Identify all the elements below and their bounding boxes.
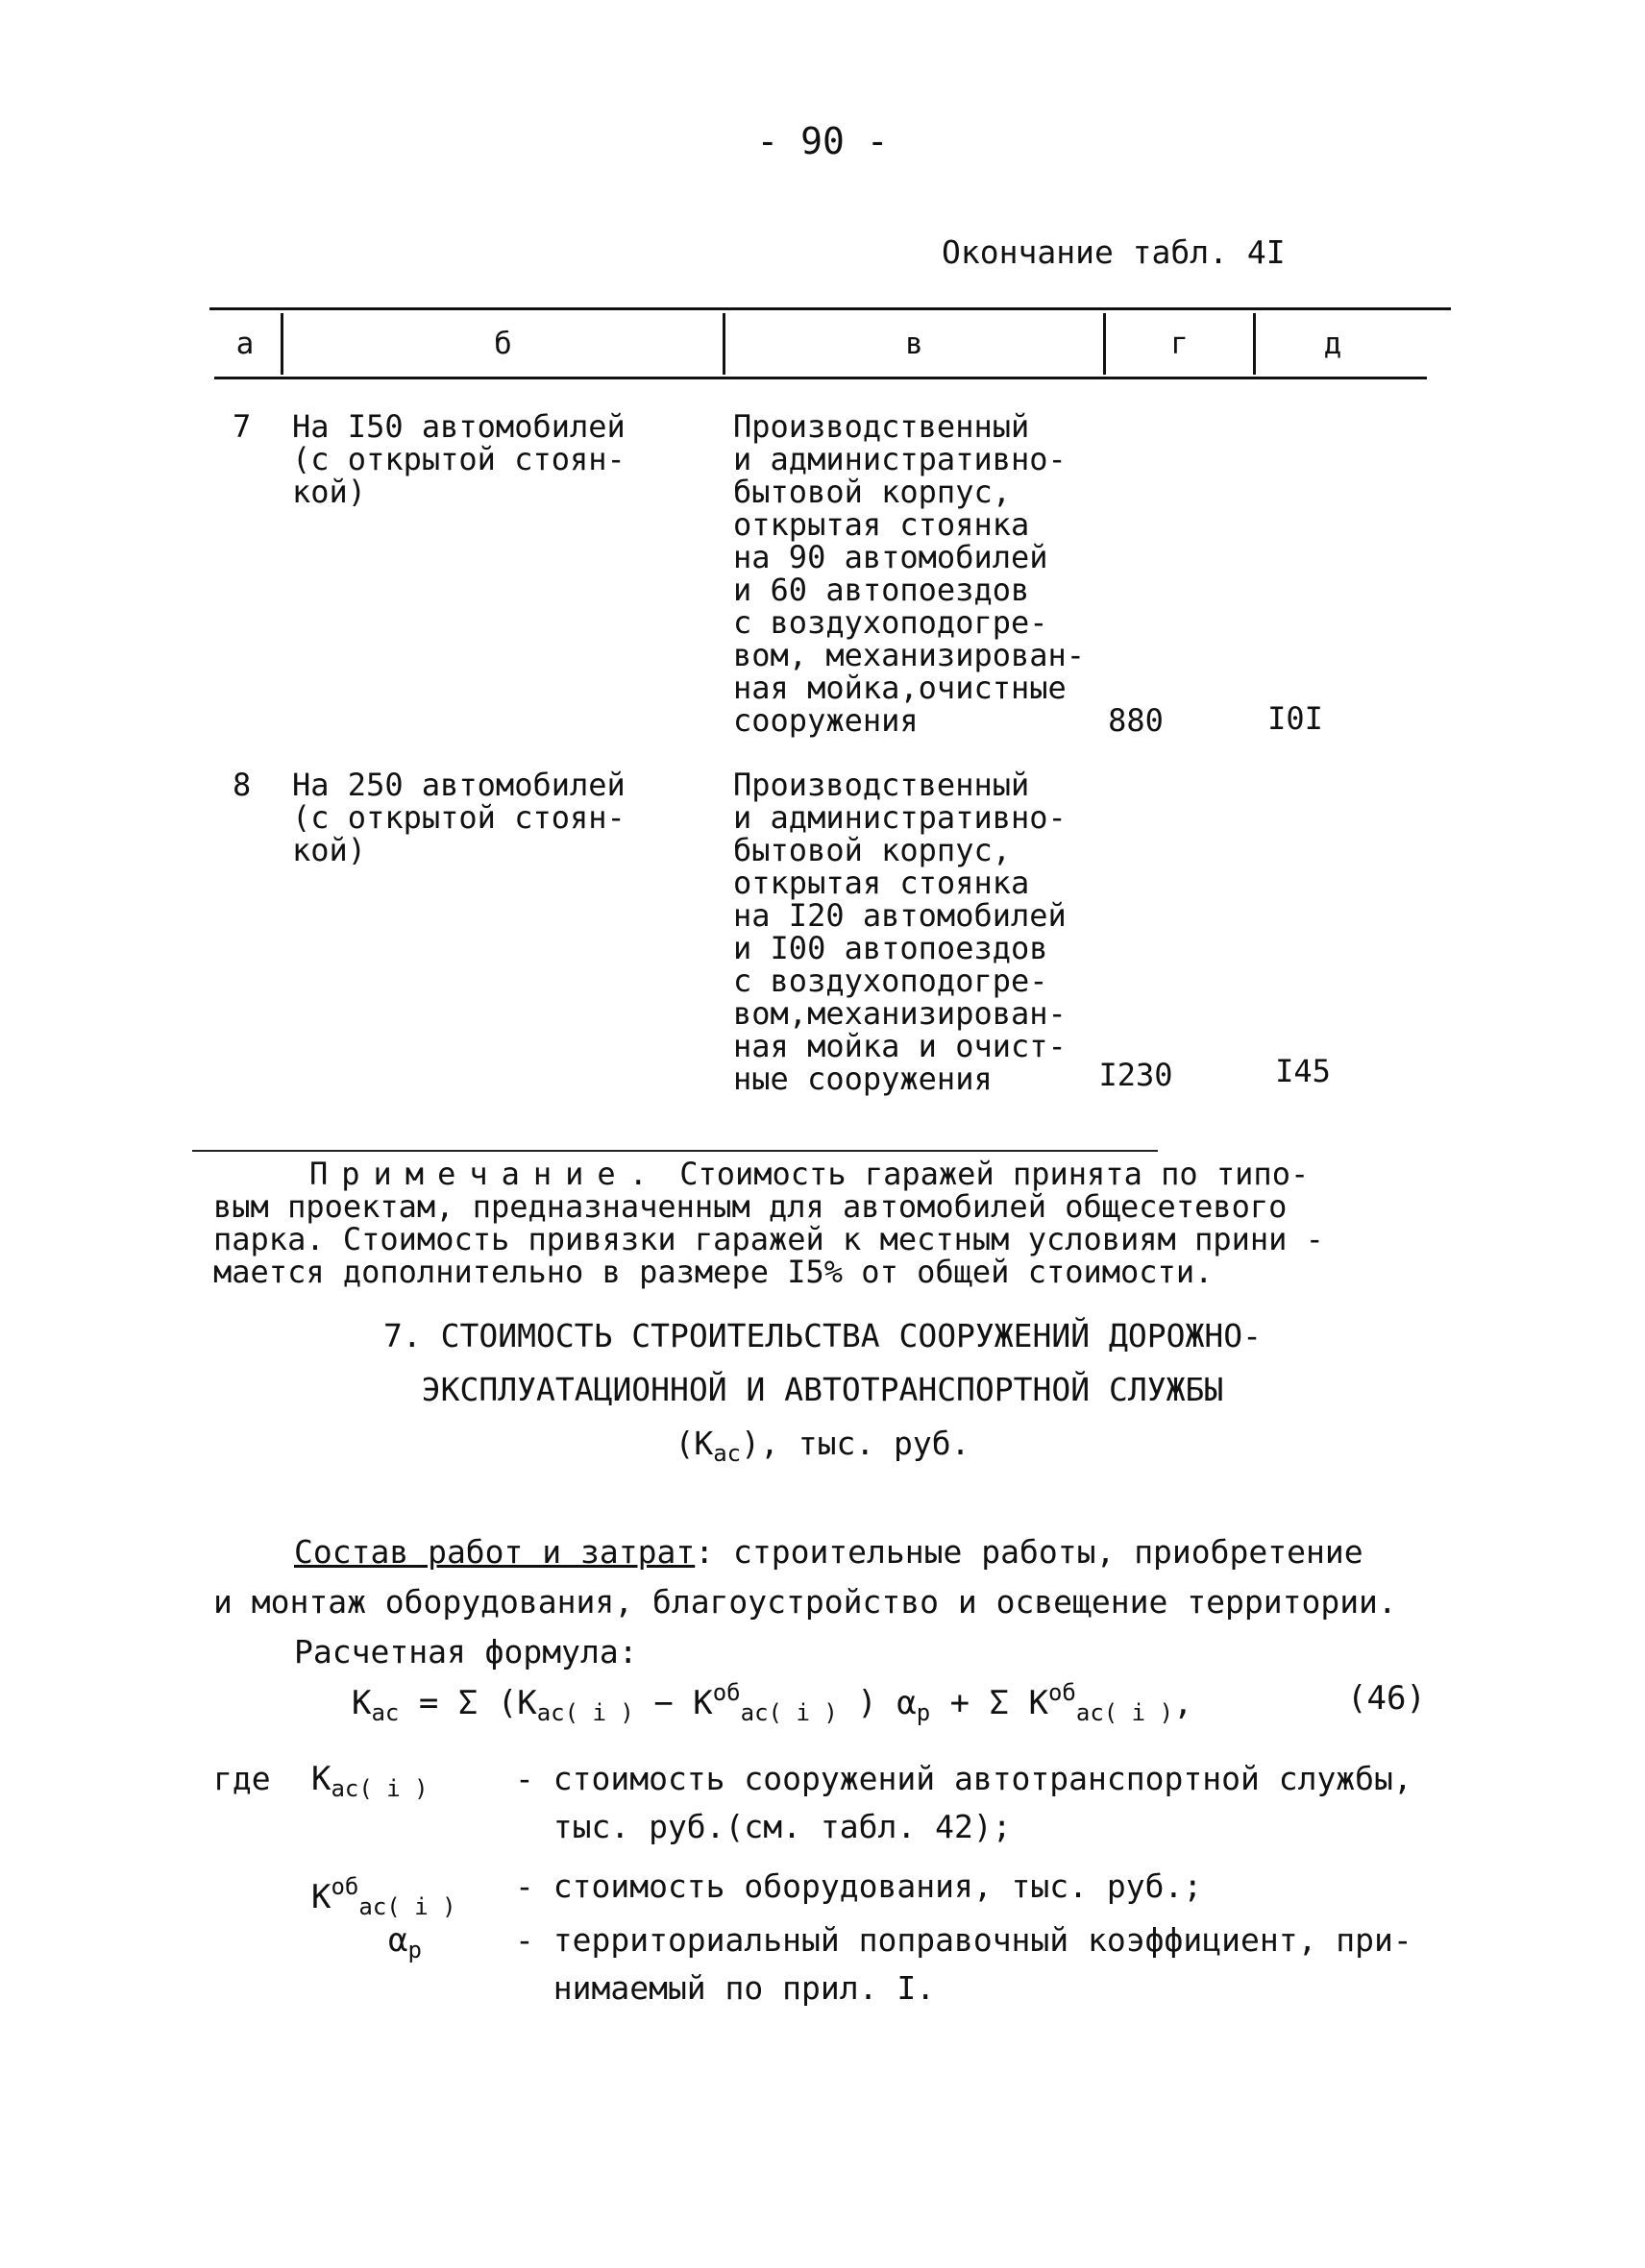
garage-capacity: На I50 автомобилей (с открытой стоян- кой) — [292, 408, 626, 510]
cost-value: I230 — [1098, 1057, 1173, 1093]
definition-item — [0, 1867, 1645, 1925]
header-col-g: г — [1170, 327, 1189, 361]
table-note — [213, 1158, 1434, 1288]
table-caption: Окончание табл. 4I — [942, 233, 1286, 271]
composition-label: Состав работ и затрат — [294, 1533, 696, 1571]
where-label: где — [213, 1760, 271, 1797]
indicator-value: I45 — [1275, 1053, 1331, 1089]
definition-text: - территориальный поправочный коэффициент, при- — [515, 1921, 1412, 1959]
definition-symbol: $\alpha_р$ — [388, 1921, 422, 1963]
formula-number: (46) — [1347, 1679, 1426, 1718]
garage-capacity: На 250 автомобилей (с открытой стоян- кой) — [292, 767, 626, 868]
page-number: - 90 - — [756, 120, 889, 162]
calc-formula-label: Расчетная формула: — [294, 1633, 638, 1671]
cost-value: 880 — [1108, 702, 1164, 739]
table-end-rule — [192, 1150, 1158, 1152]
row-number: 8 — [233, 767, 252, 803]
section-heading-units: $(К_{ас})$, тыс. руб. — [675, 1425, 970, 1467]
header-col-a: а — [235, 327, 255, 361]
section-heading-line2: ЭКСПЛУАТАЦИОННОЙ И АВТОТРАНСПОРТНОЙ СЛУЖБЫ — [421, 1371, 1224, 1408]
table-top-rule — [209, 307, 1451, 310]
garage-composition: Производственный и административно- бытовой корпус, открытая стоянка на 90 автомобилей и 60 автопоездов с воздухоподогре- вом, механизирован- ная мойка,очистные сооружения — [733, 408, 1086, 739]
definition-symbol: $К_{ас( i )}$ — [311, 1760, 429, 1802]
indicator-value: I0I — [1267, 700, 1323, 737]
table-header-rule — [214, 377, 1427, 379]
header-col-d: д — [1323, 327, 1342, 361]
composition-line2: и монтаж оборудования, благоустройство и освещение территории. — [213, 1583, 1397, 1621]
definition-symbol: $К^{об}_{ас( i )}$ — [311, 1873, 456, 1920]
definition-item — [0, 1760, 1645, 1845]
row-number: 7 — [233, 408, 252, 445]
note-lead: Примечание. — [309, 1156, 661, 1192]
definition-text-cont: нимаемый по прил. I. — [515, 1969, 936, 2007]
section-heading: 7. СТОИМОСТЬ СТРОИТЕЛЬСТВА СООРУЖЕНИЙ ДОРОЖНО- — [383, 1317, 1262, 1354]
header-col-b: б — [494, 327, 512, 361]
definition-text-cont: тыс. руб.(см. табл. 42); — [515, 1808, 1012, 1845]
definition-item — [0, 1921, 1645, 2007]
formula-46: $К_{ас} = \Sigma$ ($К_{ас( i )} - К^{об}_{ас( i )}$ ) $\alpha_р + \Sigma$ $К^{об}_{ас( i )}$, — [352, 1679, 1193, 1726]
garage-composition: Производственный и административно- бытовой корпус, открытая стоянка на I20 автомобилей и I00 автопоездов с воздухоподогре- вом,механизирован- ная мойка и очист- ные сооружения — [733, 767, 1067, 1097]
note-rest: вым проектам, предназначенным для автомобилей общесетевого парка. Стоимость привязки гаражей к местным условиям прини - мается дополнительно в размере I5% от общей стоимости. — [213, 1188, 1324, 1290]
header-col-v: в — [905, 327, 923, 361]
note-line1: Стоимость гаражей принята по типо- — [660, 1156, 1310, 1192]
definition-text: - стоимость оборудования, тыс. руб.; — [515, 1867, 1203, 1905]
definition-text: - стоимость сооружений автотранспортной службы, — [515, 1760, 1412, 1797]
composition-line1: Состав работ и затрат: строительные работы, приобретение — [294, 1533, 1363, 1571]
